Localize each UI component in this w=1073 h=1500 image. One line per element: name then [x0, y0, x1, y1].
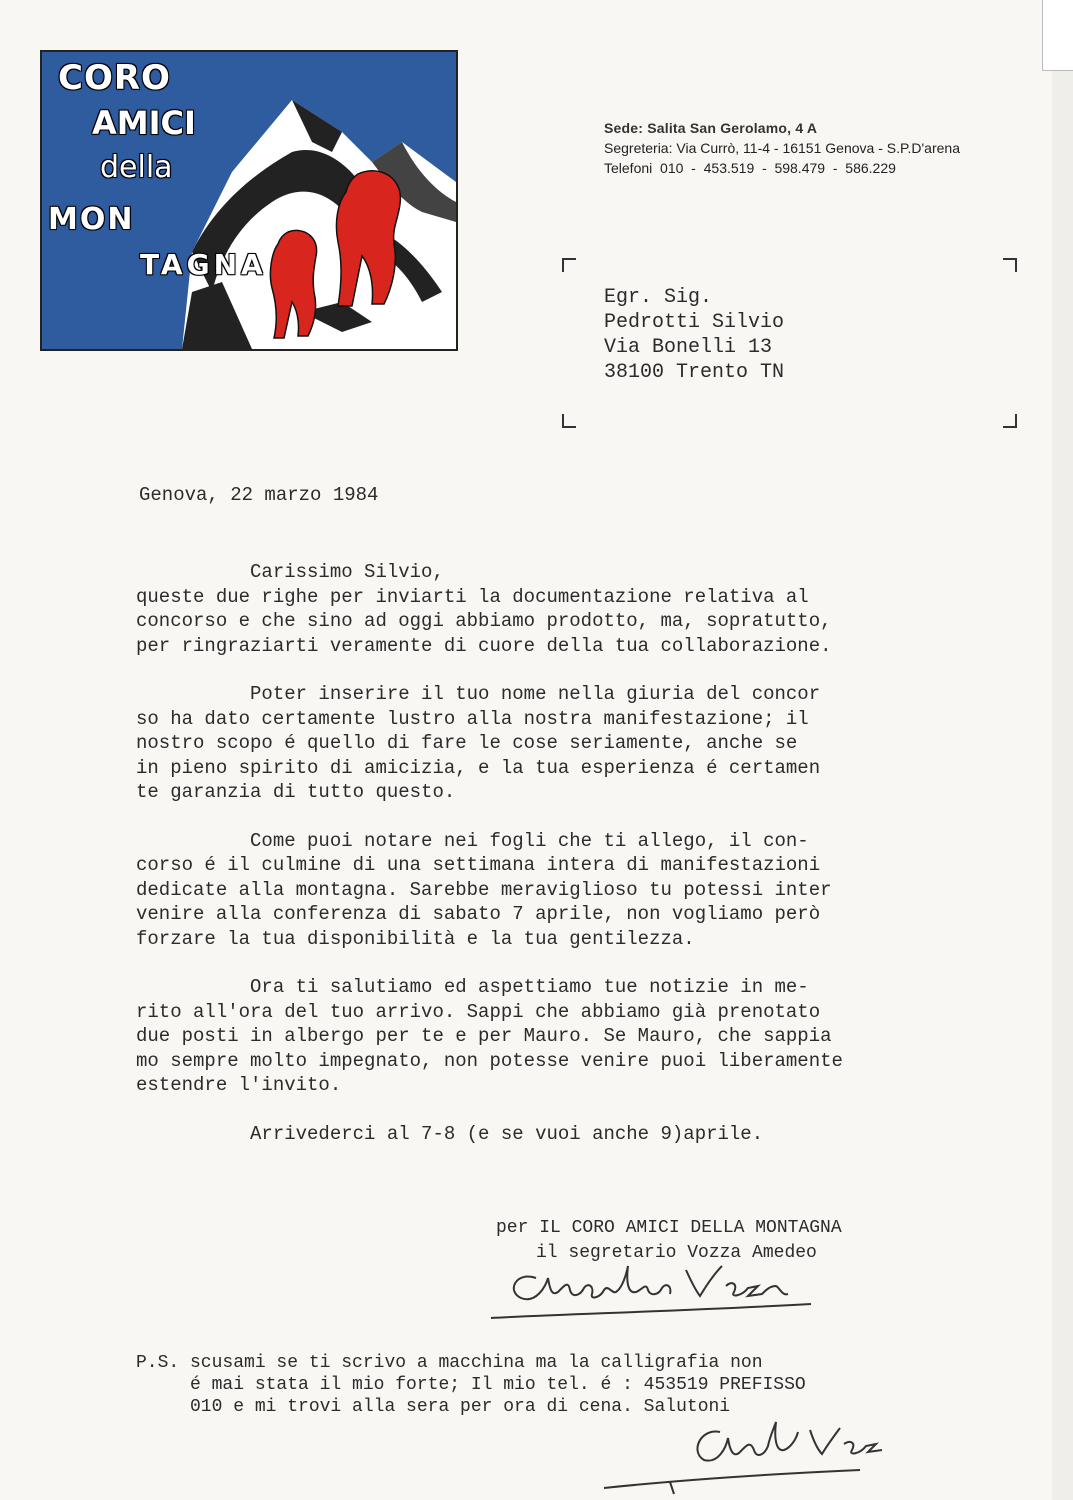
recipient-line: Egr. Sig. — [604, 286, 713, 309]
logo-word-mon: MON — [48, 202, 135, 237]
letter-body — [136, 560, 956, 1170]
telefoni-numbers: 010 - 453.519 - 598.479 - 586.229 — [660, 160, 896, 176]
page-edge — [1052, 0, 1073, 1500]
address-window-corner — [1003, 414, 1017, 428]
letterhead-sede: Sede: Salita San Gerolamo, 4 A — [604, 120, 818, 136]
letterhead-telefoni — [604, 158, 960, 178]
paragraph-jury: Poter inserire il tuo nome nella giuria del concor so ha dato certamente lustro alla nostra manifestazione; il nostro scopo é quello di fare le cose seriamente, anche se in pieno spirito di amicizia, e la tua esperienza é certamen te garanzia di tutto questo. — [136, 683, 821, 803]
telefoni-label: Telefoni — [604, 160, 653, 176]
postscript-signature — [600, 1418, 910, 1496]
choir-logo — [40, 50, 458, 351]
address-window-corner — [562, 414, 576, 428]
recipient-line: Via Bonelli 13 — [604, 336, 773, 359]
letterhead-info — [604, 118, 960, 178]
recipient-line: 38100 Trento TN — [604, 361, 785, 384]
paragraph-conference: Come puoi notare nei fogli che ti allego, il con- corso é il culmine di una settimana intera di manifestazioni dedicate alla montagna. Sarebbe meraviglioso tu potessi inter venire alla conferenza di sabato 7 aprile, non vogliamo però forzare la tua disponibilità e la tua gentilezza. — [136, 829, 832, 950]
logo-word-della: della — [100, 150, 173, 185]
logo-word-amici: AMICI — [92, 104, 196, 142]
letter-date: Genova, 22 marzo 1984 — [139, 484, 379, 506]
closing-line: per IL CORO AMICI DELLA MONTAGNA — [496, 1218, 842, 1238]
logo-word-coro: CORO — [58, 58, 171, 98]
closing-line: il segretario Vozza Amedeo — [536, 1243, 817, 1263]
address-window-corner — [562, 258, 576, 272]
recipient-address — [604, 285, 784, 385]
letterhead-segreteria: Segreteria: Via Currò, 11-4 - 16151 Genova - S.P.D'arena — [604, 140, 960, 156]
paragraph-arrival: Ora ti salutiamo ed aspettiamo tue notizie in me- rito all'ora del tuo arrivo. Sappi che abbiamo già prenotato due posti in albergo per te e per Mauro. Se Mauro, che sappia mo sempre molto impegnato, non potesse venire puoi liberamente estendre l'invito. — [136, 976, 843, 1096]
paragraph-greeting: Carissimo Silvio, queste due righe per inviarti la documentazione relativa al concorso e che sino ad oggi abbiamo prodotto, ma, sopratutto, per ringraziarti veramente di cuore della tua collaborazione. — [136, 561, 832, 657]
recipient-line: Pedrotti Silvio — [604, 311, 785, 334]
paragraph-farewell: Arrivederci al 7-8 (e se vuoi anche 9)aprile. — [136, 1122, 764, 1145]
paper-tab — [1042, 0, 1073, 71]
handwritten-signature — [486, 1256, 816, 1326]
postscript: P.S. scusami se ti scrivo a macchina ma la calligrafia non é mai stata il mio forte; Il mio tel. é : 453519 PREFISSO 010 e mi trovi alla sera per ora di cena. Salutoni — [136, 1353, 806, 1417]
logo-word-tagna: TAGNA — [140, 248, 267, 281]
address-window-corner — [1003, 258, 1017, 272]
